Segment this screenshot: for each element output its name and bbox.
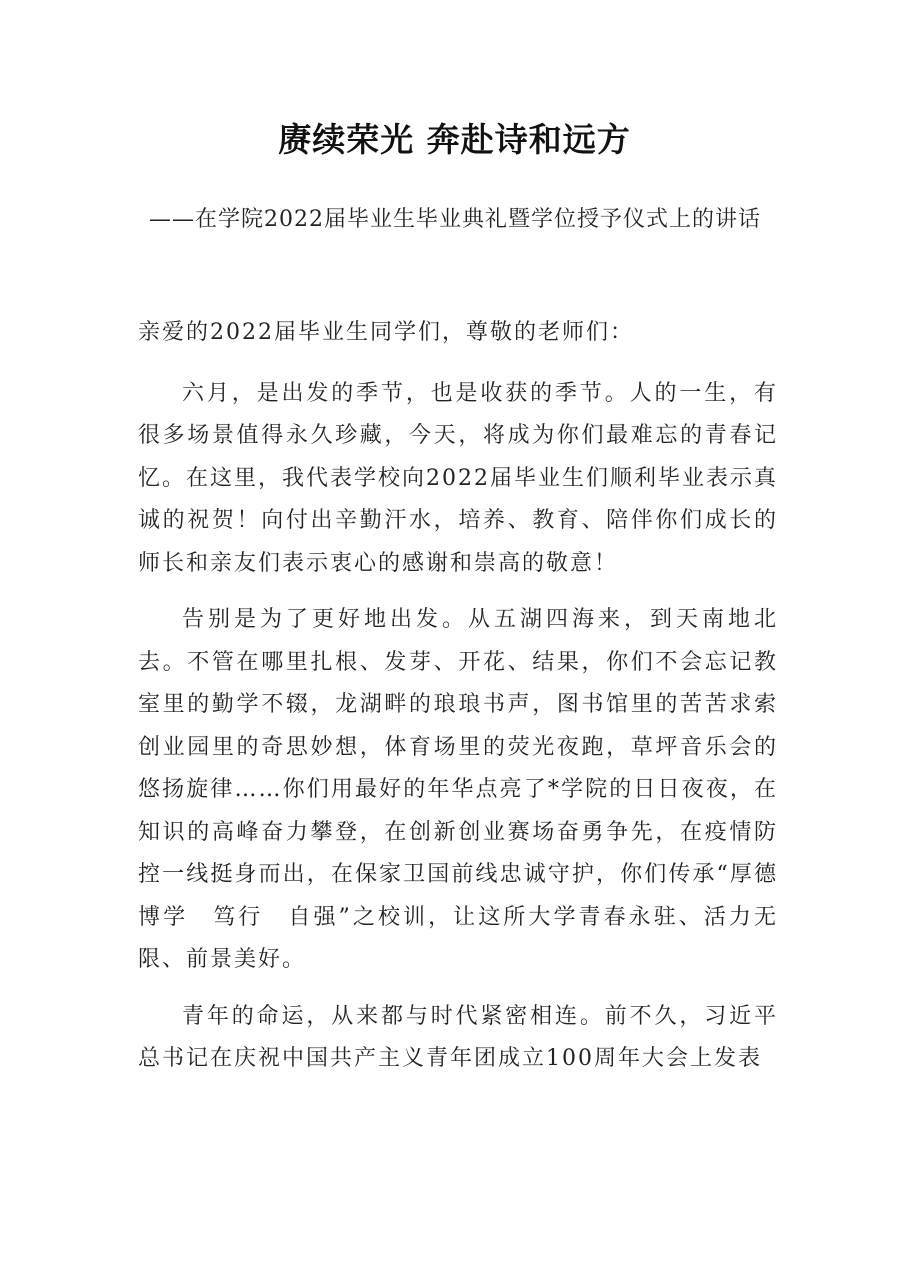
paragraph-1: 六月，是出发的季节，也是收获的季节。人的一生，有很多场景值得永久珍藏，今天，将成为你们最难忘的青春记忆。在这里，我代表学校向2022届毕业生们顺利毕业表示真诚的祝贺！向付出辛勤汗水，培养、教育、陪伴你们成长的师长和亲友们表示衷心的感谢和崇高的敬意！ xyxy=(138,380,778,576)
document-title: 赓续荣光 奔赴诗和远方 xyxy=(278,120,631,159)
paragraph-3: 青年的命运，从来都与时代紧密相连。前不久，习近平总书记在庆祝中国共产主义青年团成立100周年大会上发表 xyxy=(138,1003,778,1071)
document-subtitle: ——在学院2022届毕业生毕业典礼暨学位授予仪式上的讲话 xyxy=(149,207,761,232)
document-body xyxy=(138,312,803,1095)
paragraph-2: 告别是为了更好地出发。从五湖四海来，到天南地北去。不管在哪里扎根、发芽、开花、结果，你们不会忘记教室里的勤学不辍，龙湖畔的琅琅书声，图书馆里的苦苦求索创业园里的奇思妙想，体育场里的荧光夜跑，草坪音乐会的悠扬旋律……你们用最好的年华点亮了*学院的日日夜夜，在知识的高峰奋力攀登，在创新创业赛场奋勇争先，在疫情防控一线挺身而出，在保家卫国前线忠诚守护，你们传承“厚德 博学 笃行 自强”之校训，让这所大学青春永驻、活力无限、前景美好。 xyxy=(138,607,803,972)
greeting: 亲爱的2022届毕业生同学们，尊敬的老师们： xyxy=(138,320,634,345)
